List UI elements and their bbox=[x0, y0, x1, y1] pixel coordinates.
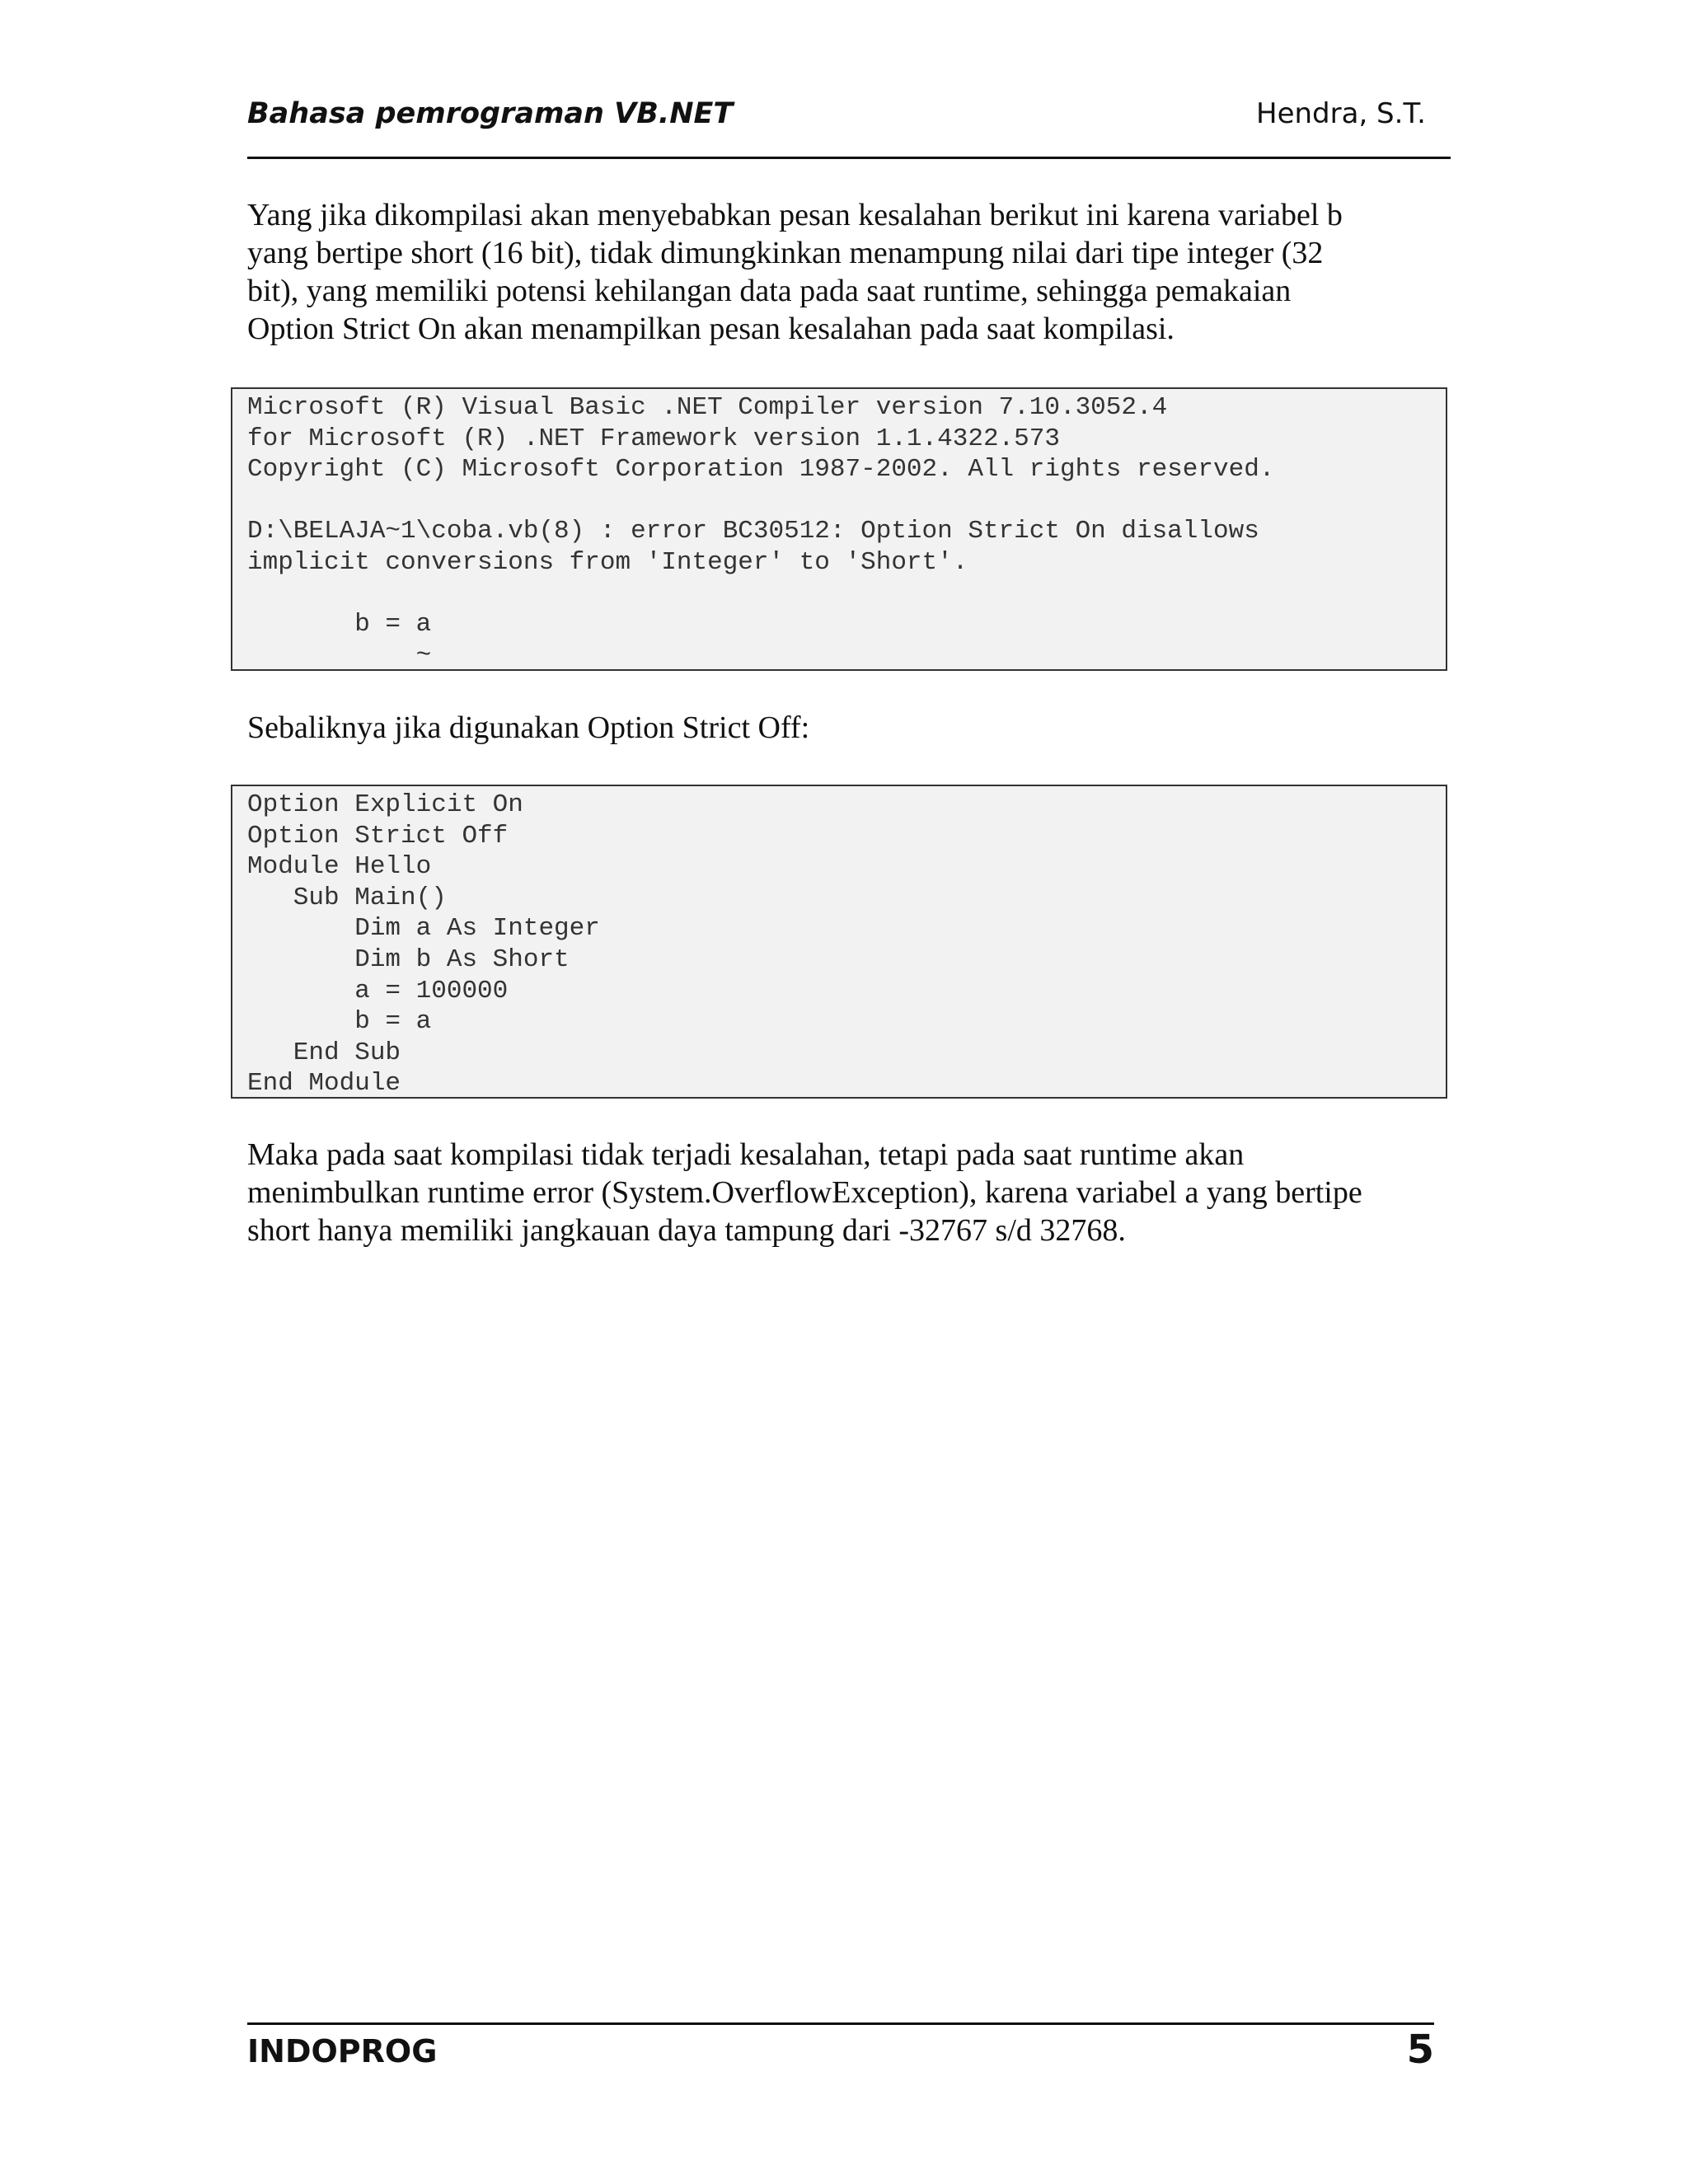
code-line bbox=[247, 485, 1431, 517]
code-line: Dim b As Short bbox=[247, 944, 570, 974]
code-line: implicit conversions from 'Integer' to 'Short'. bbox=[247, 547, 968, 577]
code-line: ~ bbox=[247, 640, 432, 670]
paragraph-line: Option Strict On akan menampilkan pesan kesalahan pada saat kompilasi. bbox=[247, 312, 1175, 346]
paragraph-option-strict-off bbox=[247, 709, 1451, 747]
code-line: for Microsoft (R) .NET Framework version 1.1.4322.573 bbox=[247, 424, 1060, 453]
paragraph-line: bit), yang memiliki potensi kehilangan data pada saat runtime, sehingga pemakaian bbox=[247, 274, 1292, 308]
code-line bbox=[247, 579, 1431, 610]
publisher-name: INDOPROG bbox=[247, 2033, 438, 2069]
paragraph-intro bbox=[247, 196, 1451, 348]
code-line: End Module bbox=[247, 1069, 401, 1099]
code-line: D:\BELAJA~1\coba.vb(8) : error BC30512: Option Strict On disallows bbox=[247, 517, 1259, 546]
paragraph-line: short hanya memiliki jangkauan daya tampung dari -32767 s/d 32768. bbox=[247, 1213, 1126, 1248]
paragraph-line: Yang jika dikompilasi akan menyebabkan pesan kesalahan berikut ini karena variabel b bbox=[247, 198, 1343, 232]
code-line: Module Hello bbox=[247, 852, 432, 882]
code-listing-box bbox=[231, 785, 1447, 1099]
document-title: Bahasa pemrograman VB.NET bbox=[247, 97, 734, 130]
code-line: Dim a As Integer bbox=[247, 914, 600, 944]
code-line: Sub Main() bbox=[247, 883, 447, 912]
paragraph-line: Sebaliknya jika digunakan Option Strict Off: bbox=[247, 710, 810, 745]
author-name: Hendra, S.T. bbox=[1256, 97, 1426, 130]
code-line: Copyright (C) Microsoft Corporation 1987-2002. All rights reserved. bbox=[247, 455, 1275, 485]
code-line: b = a bbox=[247, 610, 432, 640]
compiler-output-box bbox=[231, 387, 1447, 671]
paragraph-line: Maka pada saat kompilasi tidak terjadi kesalahan, tetapi pada saat runtime akan bbox=[247, 1137, 1245, 1172]
code-line: End Sub bbox=[247, 1038, 401, 1067]
paragraph-line: menimbulkan runtime error (System.OverflowException), karena variabel a yang bertipe bbox=[247, 1175, 1362, 1210]
code-line: Option Explicit On bbox=[247, 790, 523, 819]
paragraph-conclusion bbox=[247, 1136, 1451, 1249]
page-footer bbox=[247, 2022, 1434, 2078]
page-header bbox=[247, 89, 1451, 159]
code-line: Option Strict Off bbox=[247, 821, 509, 851]
page-number: 5 bbox=[1406, 2027, 1434, 2073]
code-line: b = a bbox=[247, 1007, 432, 1037]
paragraph-line: yang bertipe short (16 bit), tidak dimungkinkan menampung nilai dari tipe integer (32 bbox=[247, 236, 1324, 270]
code-line: a = 100000 bbox=[247, 976, 509, 1005]
code-line: Microsoft (R) Visual Basic .NET Compiler version 7.10.3052.4 bbox=[247, 393, 1168, 422]
